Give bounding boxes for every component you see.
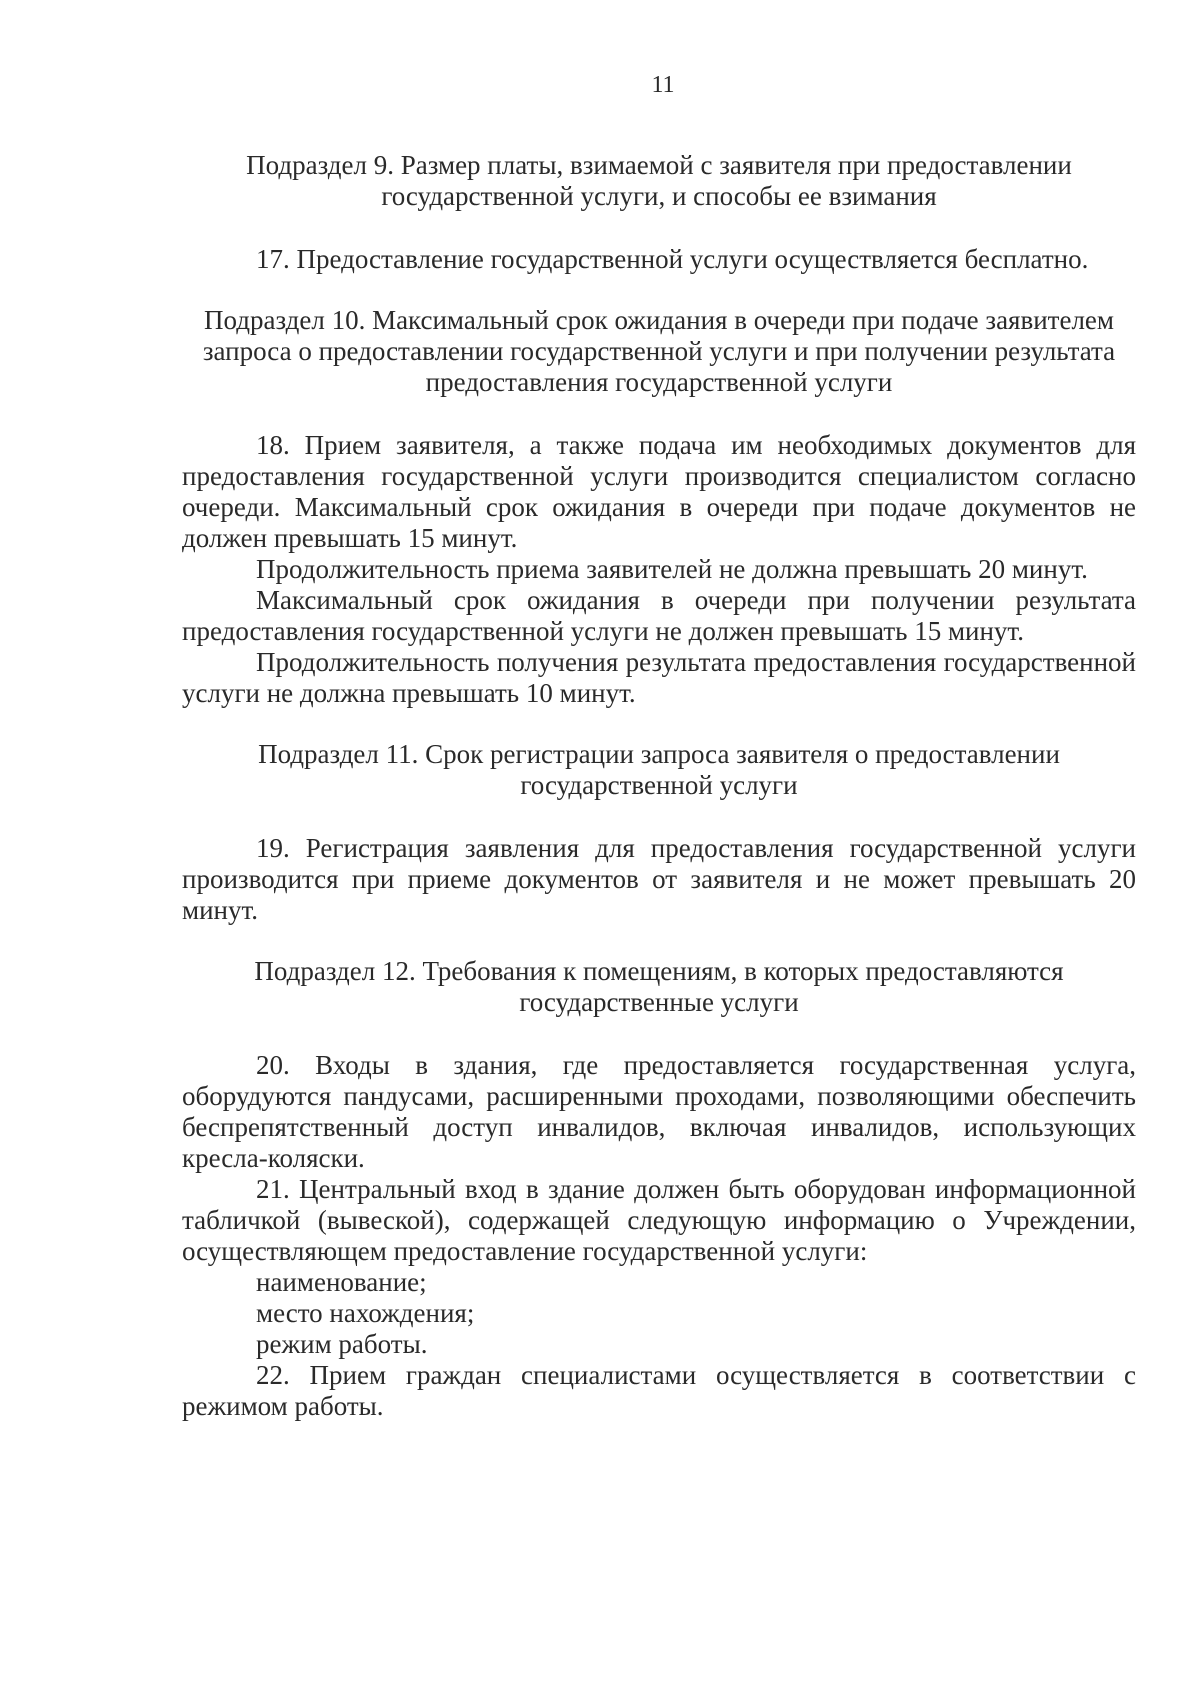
paragraph-20: 20. Входы в здания, где предоставляется государственная услуга, оборудуются пандусами, расширенными проходами, позволяющими обеспечить беспрепятственный доступ инвалидов, включая инвалидов, использующих кресла-коляски. <box>182 1050 1136 1173</box>
paragraph-18-duration: Продолжительность приема заявителей не должна превышать 20 минут. <box>256 554 1088 584</box>
subsection-9-heading: Подраздел 9. Размер платы, взимаемой с заявителя при предоставлении государственной услуги, и способы ее взимания <box>246 150 1072 211</box>
paragraph-21: 21. Центральный вход в здание должен быть оборудован информационной табличкой (вывеской), содержащей следующую информацию о Учреждении, осуществляющем предоставление государственной услуги: <box>182 1174 1136 1266</box>
paragraph-22: 22. Прием граждан специалистами осуществляется в соответствии с режимом работы. <box>182 1360 1136 1421</box>
paragraph-17: 17. Предоставление государственной услуги осуществляется бесплатно. <box>256 244 1089 274</box>
paragraph-18-wait-result: Максимальный срок ожидания в очереди при получении результата предоставления государственной услуги не должен превышать 15 минут. <box>182 585 1136 646</box>
paragraph-18-result-duration: Продолжительность получения результата предоставления государственной услуги не должна превышать 10 минут. <box>182 647 1136 708</box>
list-item: режим работы. <box>256 1329 428 1359</box>
subsection-11-heading: Подраздел 11. Срок регистрации запроса заявителя о предоставлении государственной услуги <box>258 739 1060 800</box>
subsection-10-heading: Подраздел 10. Максимальный срок ожидания в очереди при подаче заявителем запроса о предоставлении государственной услуги и при получении результата предоставления государственной услуги <box>202 305 1116 397</box>
paragraph-19: 19. Регистрация заявления для предоставления государственной услуги производится при приеме документов от заявителя и не может превышать 20 минут. <box>182 833 1136 925</box>
subsection-12-heading: Подраздел 12. Требования к помещениям, в которых предоставляются государственные услуги <box>254 956 1064 1017</box>
document-body <box>182 150 1136 1422</box>
page-number: 11 <box>651 72 675 98</box>
list-item: место нахождения; <box>256 1298 475 1328</box>
paragraph-18: 18. Прием заявителя, а также подача им необходимых документов для предоставления государственной услуги производится специалистом согласно очереди. Максимальный срок ожидания в очереди при подаче документов не должен превышать 15 минут. <box>182 430 1136 553</box>
list-item: наименование; <box>256 1267 427 1297</box>
